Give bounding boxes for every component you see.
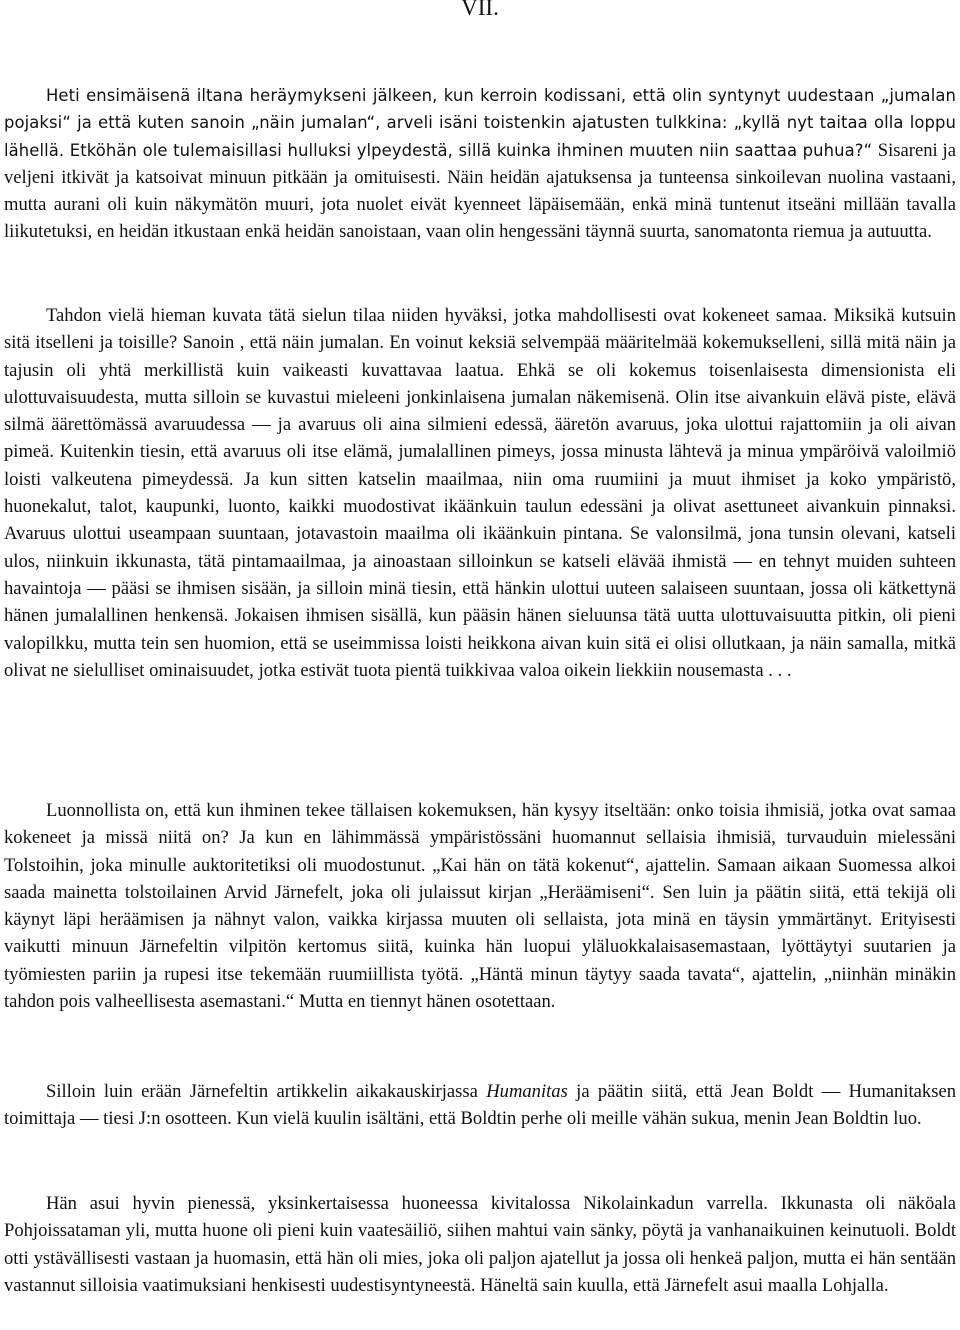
paragraph-4	[4, 1078, 956, 1133]
paragraph-1-rest: Sisareni ja veljeni itkivät ja katsoivat minuun pitkään ja omituisesti. Näin heidän ajatuksensa ja tunteensa sinkoilevan nuolina vastaani, mutta aurani oli kuin näkymätön muuri, jota nuolet eivät kyenneet läpäisemään, enkä minä tuntenut itseäni millään tavalla liikutetuksi, en heidän itkustaan enkä heidän sanoistaan, vaan olin hengessäni täynnä suurta, sanomatonta riemua ja autuutta.	[4, 139, 956, 243]
paragraph-4-start: Silloin luin erään Järnefeltin artikkelin aikakauskirjassa	[46, 1081, 487, 1102]
chapter-title: VII.	[461, 0, 499, 20]
paragraph-1	[4, 82, 956, 246]
paragraph-5: Hän asui hyvin pienessä, yksinkertaisessa huoneessa kivitalossa Nikolainkadun varrella. Ikkunasta oli näköala Pohjoissataman yli, mutta huone oli pieni kuin vaatesäiliö, siihen mahtui vain sänky, pöytä ja vanhanaikuinen keinutuoli. Boldt otti ystävällisesti vastaan ja huomasin, että hän oli mies, joka oli paljon ajatellut ja jossa oli henkeä paljon, mutta ei hän sentään vastannut silloisia vaatimuksiani henkisesti uudestisyntyneestä. Häneltä sain kuulla, että Järnefelt asui maalla Lohjalla.	[4, 1193, 956, 1296]
paragraph-3: Luonnollista on, että kun ihminen tekee tällaisen kokemuksen, hän kysyy itseltään: onko toisia ihmisiä, jotka ovat samaa kokeneet ja missä niitä on? Ja kun en lähimmässä ympäristössäni huomannut sellaisia ihmisiä, turvauduin mielessäni Tolstoihin, joka minulle auktoritetiksi oli muodostunut. „Kai hän on tätä kokenut“, ajattelin. Samaan aikaan Suomessa alkoi saada mainetta tolstoilainen Arvid Järnefelt, joka oli julaissut kirjan „Heräämiseni“. Sen luin ja päätin siitä, että tekijä oli käynyt läpi heräämisen ja nähnyt valon, vaikka kirjassa muuten oli sellaista, jota minä en täysin ymmärtänyt. Erityisesti vaikutti minuun Järnefeltin vilpitön kertomus siitä, kuinka hän luopui yläluokkalaisasemastaan, lyöttäytyi suutarien ja työmiesten pariin ja rupesi itse tekemään ruumiillista työtä. „Häntä minun täytyy saada tavata“, ajattelin, „niinhän minäkin tahdon pois valheellisesta asemastani.“ Mutta en tiennyt hänen osotettaan.	[4, 800, 956, 1013]
paragraph-1-opening: Heti ensimäisenä iltana heräymykseni jälkeen, kun kerroin kodissani, että olin syntynyt uudestaan „jumalan pojaksi“ ja että kuten sanoin „näin jumalan“, arveli isäni toistenkin ajatusten tulkkina: „kyllä nyt taitaa olla loppu lähellä. Etköhän ole tulemaisillasi hulluksi ylpeydestä, sillä kuinka ihminen muuten niin saattaa puhua?“	[4, 86, 956, 160]
paragraph-4-end: ja päätin siitä, että Jean Boldt — Humanitaksen toimittaja — tiesi J:n osotteen. Kun vielä kuulin isältäni, että Boldtin perhe oli meille vähän sukua, menin Jean Boldtin luo.	[4, 1081, 957, 1130]
chapter-heading	[4, 0, 956, 20]
paragraph-2: Tahdon vielä hieman kuvata tätä sielun tilaa niiden hyväksi, jotka mahdollisesti ovat kokeneet samaa. Miksikä kutsuin sitä itselleni ja toisille? Sanoin , että näin jumalan. En voinut keksiä selvempää määritelmää kokemukselleni, sillä mitä näin ja tajusin oli yhtä merkillistä kuin vaikeasti kuvattavaa laatua. Ehkä se oli kokemus toisenlaisesta dimensionista eli ulottuvaisuudesta, mutta silloin se kuvastui mieleeni jonkinlaisena jumalan näkemisenä. Olin itse aivankuin elävä piste, elävä silmä äärettömässä avaruudessa — ja avaruus oli aina silmieni edessä, ääretön avaruus, joka ulottui rajattomiin ja oli aivan pimeä. Kuitenkin tiesin, että avaruus oli itse elämä, jumalallinen pimeys, jossa minusta lähtevä ja minua ympäröivä valoilmiö loisti valkeutena pimeydessä. Ja kun sitten katselin maailmaa, niin oma ruumiini ja muut ihmiset ja koko ympäristö, huonekalut, talot, kaupunki, luonto, kaikki muodostivat ikäänkuin taulun edessäni ja olivat asettuneet aivankuin pinnaksi. Avaruus ulottui useampaan suuntaan, jotavastoin maailma oli ikäänkuin pintana. Se valonsilmä, jona tunsin olevani, katseli ulos, niinkuin ikkunasta, tätä pintamaailmaa, ja ainoastaan silloinkun se katseli elävää ihmistä — en tehnyt muiden suhteen havaintoja — pääsi se ihmisen sisään, ja silloin minä tiesin, että hänkin ulottui uuteen salaiseen suuntaan, jossa oli kätkettynä hänen jumalallinen henkensä. Jokaisen ihmisen sisällä, kun pääsin hänen sieluunsa tätä uutta ulottuvaisuutta pitkin, oli pieni valopilkku, mutta tein sen huomion, että se useimmissa loisti heikkona aivan kuin sitä ei olisi ollutkaan, ja näin samalla, mitkä olivat ne sielulliset ominaisuudet, jotka estivät tuota pientä tuikkivaa valoa oikein liekkiin nousemasta . . .	[4, 305, 956, 681]
magazine-title: Humanitas	[486, 1081, 568, 1102]
